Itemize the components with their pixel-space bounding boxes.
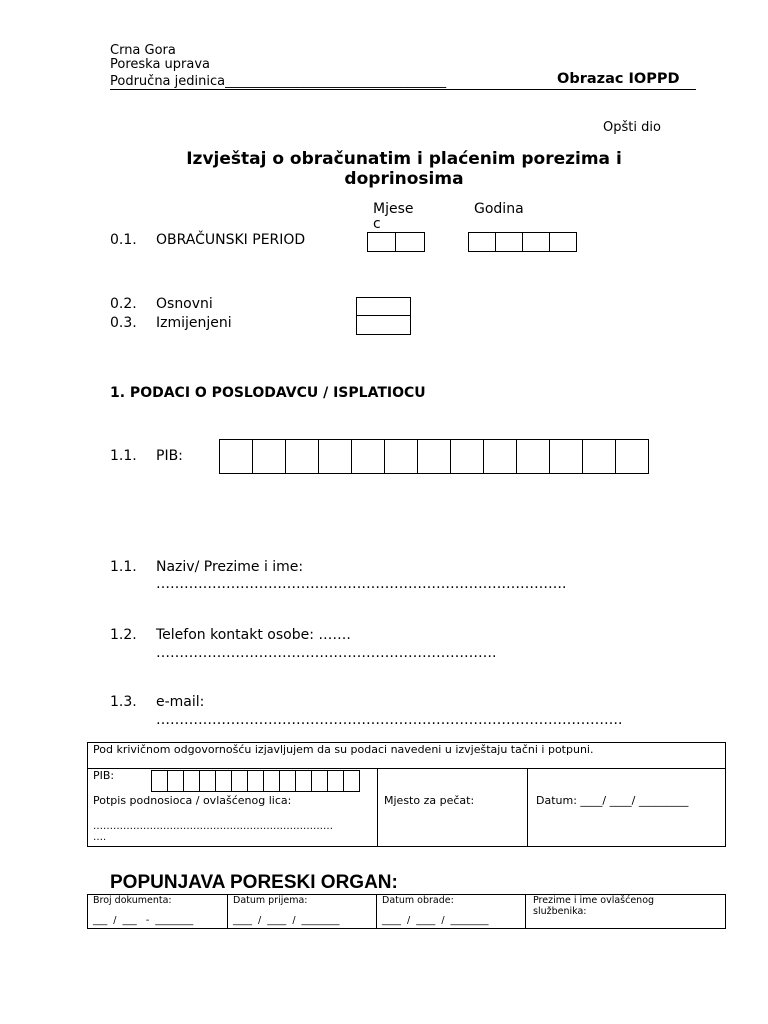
date-cell: [528, 769, 726, 847]
signer-pib-digit-box[interactable]: [151, 770, 168, 792]
month-input[interactable]: [367, 232, 425, 252]
pib-digit-box[interactable]: [549, 439, 583, 474]
declaration-statement: Pod krivičnom odgovornošću izjavljujem da su podaci navedeni u izvještaju tačni i potpuni.: [93, 743, 594, 756]
signer-pib-digit-box[interactable]: [279, 770, 296, 792]
processed-date-label: Datum obrade:: [382, 895, 454, 906]
pib-digit-box[interactable]: [417, 439, 451, 474]
stamp-label: Mjesto za pečat:: [384, 794, 475, 807]
basic-number: 0.2.: [110, 296, 137, 312]
received-date-field[interactable]: ____ / ____ / ________: [233, 915, 340, 926]
declaration-statement-cell: [88, 743, 726, 769]
period-label: OBRAČUNSKI PERIOD: [156, 232, 306, 248]
name-label: Naziv/ Prezime i ime:: [156, 559, 304, 575]
signer-pib-digit-box[interactable]: [167, 770, 184, 792]
officer-cell: [526, 895, 726, 929]
signature-fill-line-cont: ….: [93, 832, 107, 843]
signer-pib-digit-box[interactable]: [231, 770, 248, 792]
pib-digit-box[interactable]: [615, 439, 649, 474]
changed-number: 0.3.: [110, 315, 137, 331]
authority-table: [87, 894, 726, 929]
header-line-unit: Područna jedinica__________________________________: [110, 74, 447, 89]
doc-number-cell: [88, 895, 228, 929]
name-fill-line[interactable]: …………………………………………………………………………….: [156, 576, 567, 592]
phone-label: Telefon kontakt osobe: …….: [156, 627, 351, 643]
signature-label: Potpis podnosioca / ovlašćenog lica:: [93, 794, 292, 807]
header-line-authority: Poreska uprava: [110, 57, 211, 72]
document-title-line-2: doprinosima: [344, 169, 464, 189]
signer-pib-digit-box[interactable]: [343, 770, 360, 792]
signer-pib-digit-box[interactable]: [183, 770, 200, 792]
pib-digit-box[interactable]: [285, 439, 319, 474]
authority-heading: POPUNJAVA PORESKI ORGAN:: [110, 872, 398, 893]
pib-digit-box[interactable]: [483, 439, 517, 474]
year-digit-box[interactable]: [522, 232, 550, 252]
signer-pib-digit-box[interactable]: [295, 770, 312, 792]
month-digit-box[interactable]: [367, 232, 396, 252]
signer-pib-digit-box[interactable]: [247, 770, 264, 792]
phone-fill-line[interactable]: ……………………………………………………………….: [156, 645, 497, 661]
signer-pib-digit-box[interactable]: [215, 770, 232, 792]
pib-digit-box[interactable]: [516, 439, 550, 474]
received-date-label: Datum prijema:: [233, 895, 308, 906]
pib-digit-box[interactable]: [351, 439, 385, 474]
phone-number: 1.2.: [110, 627, 137, 643]
name-number: 1.1.: [110, 559, 137, 575]
year-input[interactable]: [468, 232, 577, 252]
pib-digit-box[interactable]: [318, 439, 352, 474]
processed-date-cell: [377, 895, 526, 929]
declaration-table: [87, 742, 726, 847]
received-date-cell: [228, 895, 377, 929]
employer-section-heading: 1. PODACI O POSLODAVCU / ISPLATIOCU: [110, 385, 426, 401]
pib-digit-box[interactable]: [384, 439, 418, 474]
basic-label: Osnovni: [156, 296, 213, 312]
form-name: Obrazac IOPPD: [557, 71, 680, 87]
basic-checkbox[interactable]: [356, 297, 411, 316]
document-title-line-1: Izvještaj o obračunatim i plaćenim porezima i: [186, 149, 622, 169]
signature-fill-line[interactable]: ………………………………………………………………: [93, 821, 333, 832]
month-digit-box[interactable]: [395, 232, 425, 252]
email-fill-line[interactable]: ……………………………………………………………………………………….: [156, 712, 623, 728]
changed-checkbox[interactable]: [356, 315, 411, 335]
doc-number-label: Broj dokumenta:: [93, 895, 172, 906]
changed-label: Izmijenjeni: [156, 315, 232, 331]
year-label: Godina: [474, 201, 524, 217]
signer-pib-digit-box[interactable]: [199, 770, 216, 792]
pib-label: PIB:: [156, 448, 183, 464]
header-line-country: Crna Gora: [110, 43, 176, 58]
processed-date-field[interactable]: ____ / ____ / ________: [382, 915, 489, 926]
signer-pib-digit-box[interactable]: [327, 770, 344, 792]
officer-label-cont: službenika:: [533, 906, 587, 917]
email-number: 1.3.: [110, 694, 137, 710]
header-rule: [110, 89, 696, 90]
doc-number-field[interactable]: ___ / ___ - ________: [93, 915, 194, 926]
section-label: Opšti dio: [603, 120, 661, 135]
pib-digit-box[interactable]: [252, 439, 286, 474]
year-digit-box[interactable]: [468, 232, 496, 252]
pib-number: 1.1.: [110, 448, 137, 464]
period-number: 0.1.: [110, 232, 137, 248]
pib-digit-box[interactable]: [582, 439, 616, 474]
month-label-cont: c: [373, 216, 381, 232]
pib-digit-box[interactable]: [450, 439, 484, 474]
signer-pib-digit-box[interactable]: [263, 770, 280, 792]
email-label: e-mail:: [156, 694, 205, 710]
declaration-date-field[interactable]: Datum: ____/ ____/ _________: [536, 794, 689, 807]
pib-digit-box[interactable]: [219, 439, 253, 474]
signer-pib-input[interactable]: [151, 770, 360, 792]
month-label: Mjese: [373, 201, 414, 217]
signature-cell: [88, 769, 378, 847]
year-digit-box[interactable]: [549, 232, 577, 252]
officer-label: Prezime i ime ovlašćenog: [533, 895, 655, 906]
pib-input[interactable]: [219, 439, 649, 474]
stamp-cell: [378, 769, 528, 847]
year-digit-box[interactable]: [495, 232, 523, 252]
signer-pib-label: PIB:: [93, 769, 115, 782]
signer-pib-digit-box[interactable]: [311, 770, 328, 792]
